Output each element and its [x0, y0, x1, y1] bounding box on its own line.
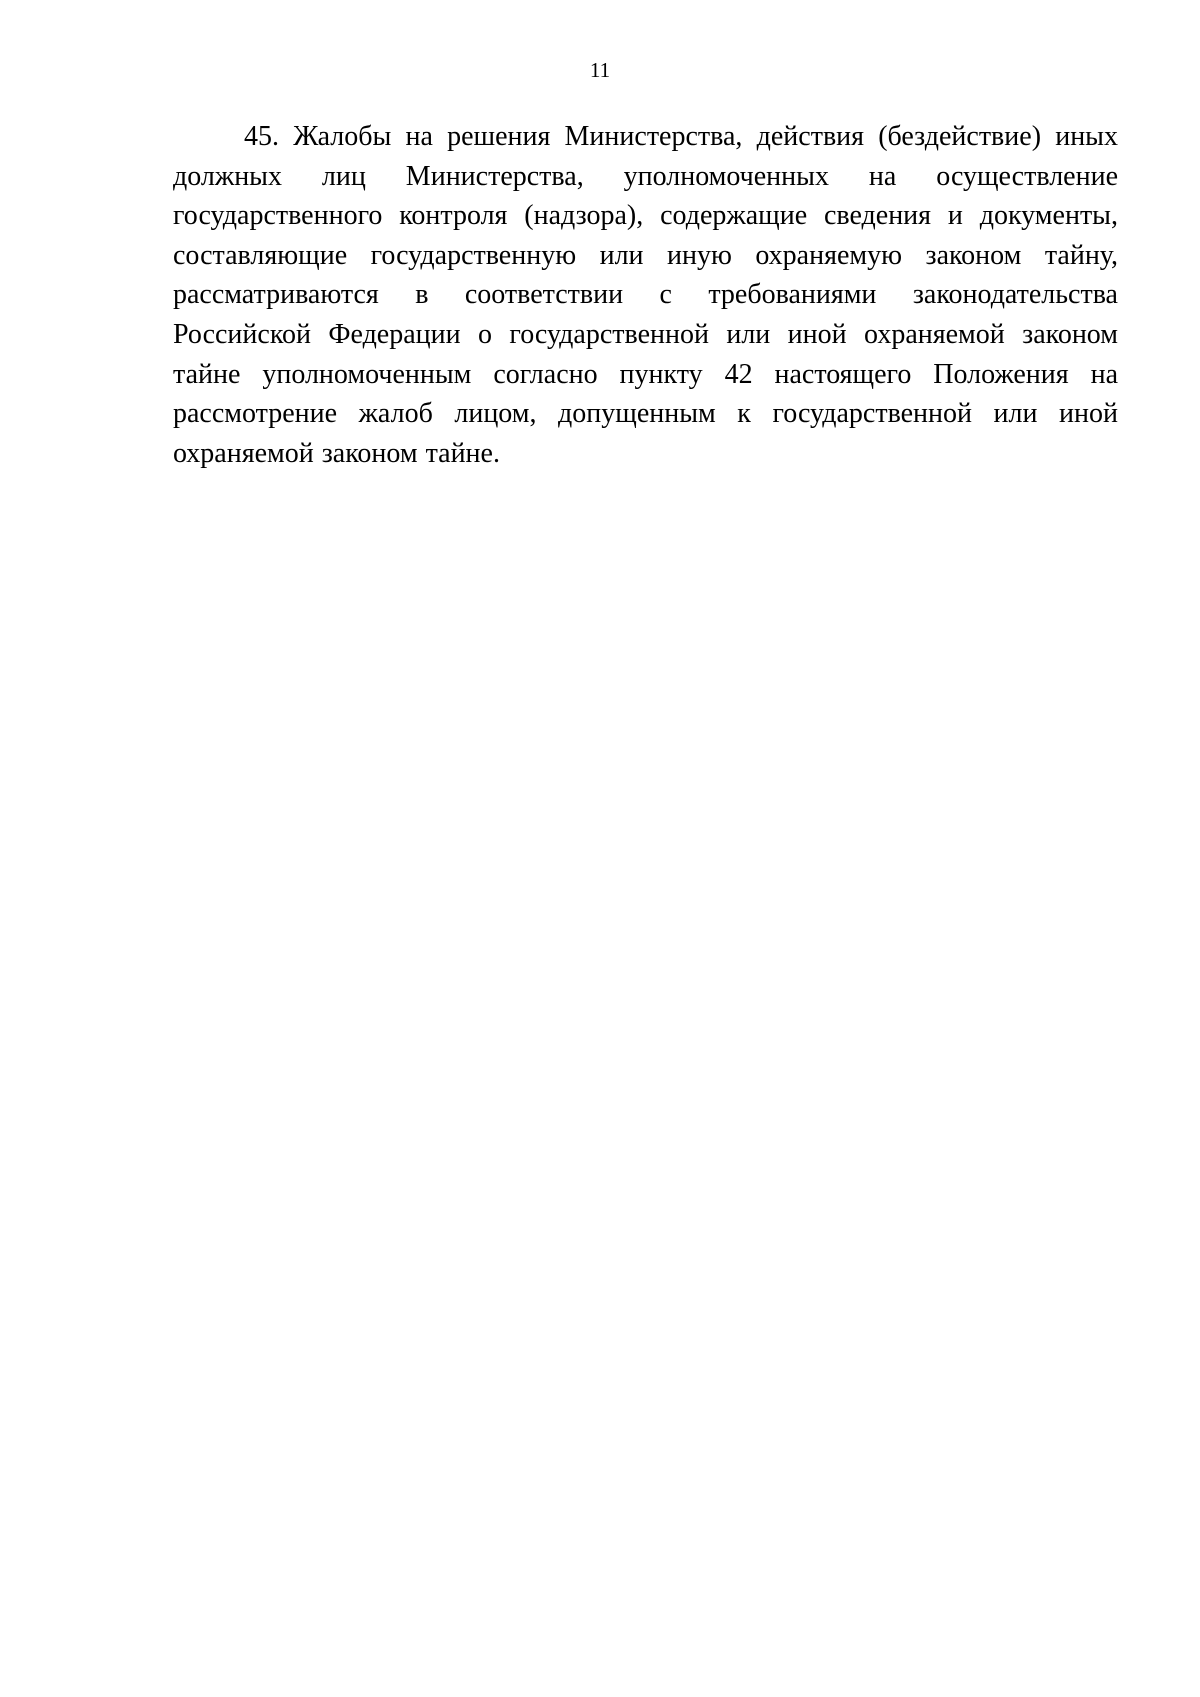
body-paragraph-45: 45. Жалобы на решения Министерства, действия (бездействие) иных должных лиц Министерства, уполномоченных на осуществление государственного контроля (надзора), содержащие сведения и документы, составляющие государственную или иную охраняемую законом тайну, рассматриваются в соответствии с требованиями законодательства Российской Федерации о государственной или иной охраняемой законом тайне уполномоченным согласно пункту 42 настоящего Положения на рассмотрение жалоб лицом, допущенным к государственной или иной охраняемой законом тайне. [173, 121, 1118, 469]
page-number: 11 [589, 58, 611, 82]
